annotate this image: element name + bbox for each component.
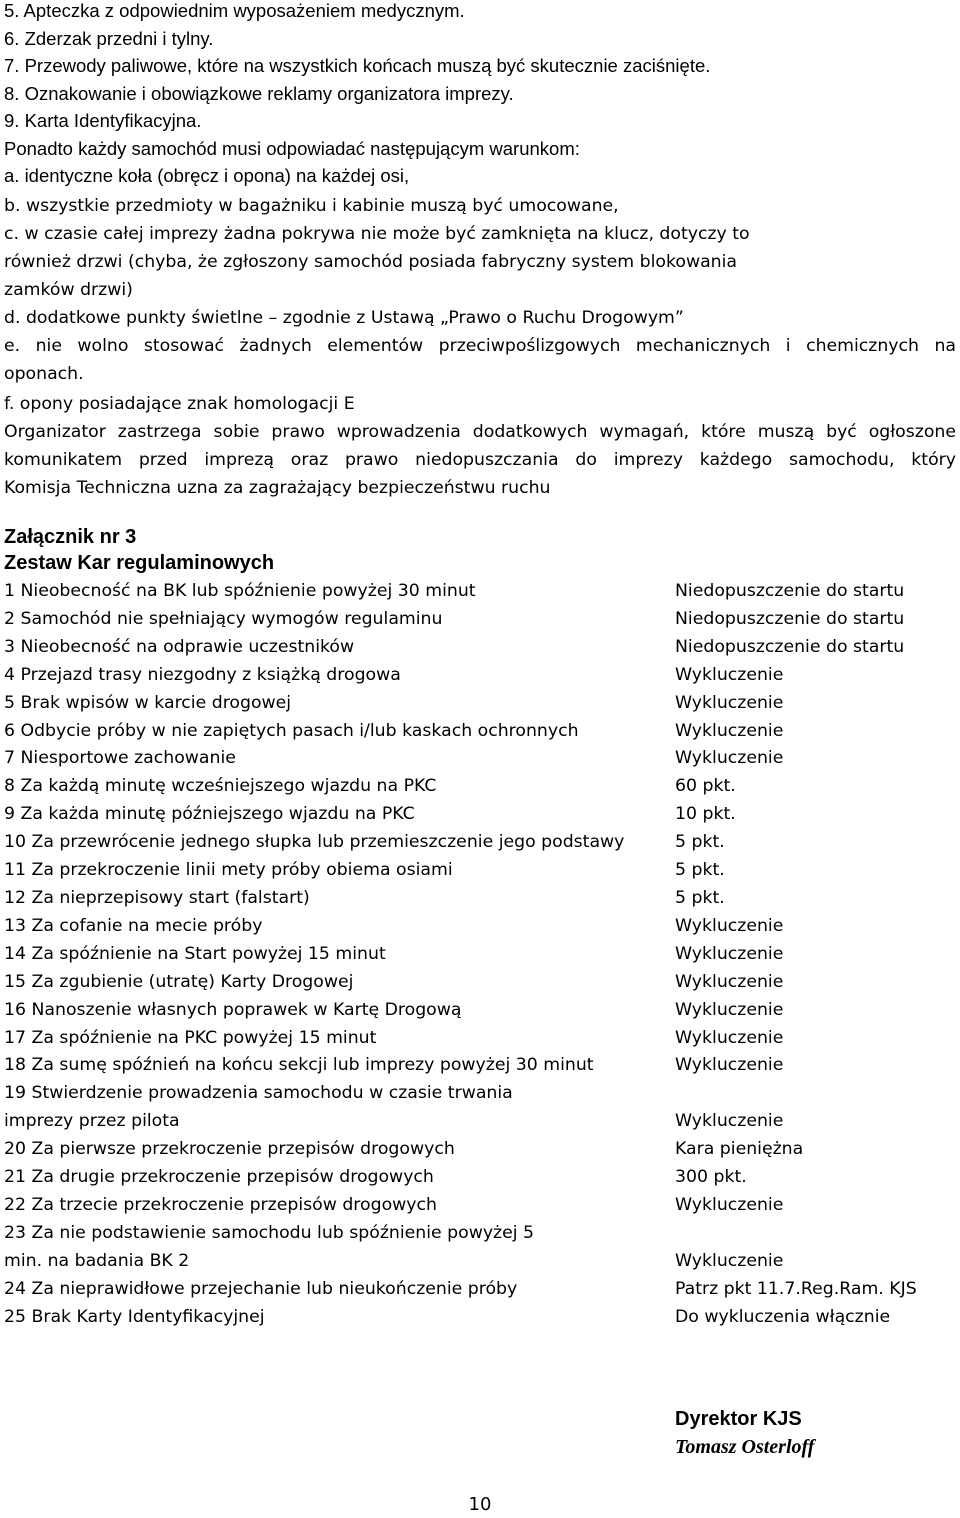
requirement-c-line2: również drzwi (chyba, że zgłoszony samochód posiada fabryczny system blokowania <box>4 252 738 272</box>
penalty-description: 2 Samochód nie spełniający wymogów regulaminu <box>4 608 443 629</box>
penalty-description: 18 Za sumę spóźnień na końcu sekcji lub imprezy powyżej 30 minut <box>4 1055 594 1076</box>
penalty-value: Wykluczenie <box>675 692 784 713</box>
requirement-b: b. wszystkie przedmioty w bagażniku i kabinie muszą być umocowane, <box>4 196 619 216</box>
penalty-description: 9 Za każda minutę późniejszego wjazdu na PKC <box>4 804 415 825</box>
penalty-value: Wykluczenie <box>675 1250 784 1271</box>
table-row <box>4 1108 956 1136</box>
requirement-d: d. dodatkowe punkty świetlne – zgodnie z Ustawą „Prawo o Ruchu Drogowym” <box>4 308 684 328</box>
penalty-description: 16 Nanoszenie własnych poprawek w Kartę Drogową <box>4 999 462 1020</box>
penalty-value: 5 pkt. <box>675 887 725 908</box>
penalty-value: Wykluczenie <box>675 943 784 964</box>
requirement-c-line1: c. w czasie całej imprezy żadna pokrywa nie może być zamknięta na klucz, dotyczy to <box>4 224 750 244</box>
table-row <box>4 1080 956 1108</box>
penalty-description: 10 Za przewrócenie jednego słupka lub przemieszczenie jego podstawy <box>4 832 625 853</box>
table-row <box>4 745 956 773</box>
penalty-description: 25 Brak Karty Identyfikacyjnej <box>4 1306 265 1327</box>
penalty-description: 1 Nieobecność na BK lub spóźnienie powyżej 30 minut <box>4 581 476 601</box>
table-row <box>4 1164 956 1192</box>
table-row <box>4 1248 956 1276</box>
requirements-intro: Ponadto każdy samochód musi odpowiadać następującym warunkom: <box>4 137 580 159</box>
penalty-value: Niedopuszczenie do startu <box>675 581 905 601</box>
penalty-value: Niedopuszczenie do startu <box>675 636 905 657</box>
penalty-value: Wykluczenie <box>675 999 784 1020</box>
table-row <box>4 1052 956 1080</box>
annex-title: Załącznik nr 3 <box>4 526 137 548</box>
penalty-value: Kara pieniężna <box>675 1139 804 1160</box>
penalty-value: 5 pkt. <box>675 860 725 881</box>
penalty-value: 60 pkt. <box>675 776 736 797</box>
penalty-description: 11 Za przekroczenie linii mety próby obiema osiami <box>4 860 453 881</box>
penalty-description: 22 Za trzecie przekroczenie przepisów drogowych <box>4 1194 437 1215</box>
table-row <box>4 885 956 913</box>
penalty-value: Wykluczenie <box>675 915 784 936</box>
table-row <box>4 606 956 634</box>
penalty-value: Wykluczenie <box>675 748 784 769</box>
penalty-value <box>675 1080 956 1108</box>
table-row <box>4 690 956 718</box>
penalty-description: imprezy przez pilota <box>4 1111 180 1132</box>
requirement-e-line2: oponach. <box>4 364 84 384</box>
penalty-description: 19 Stwierdzenie prowadzenia samochodu w czasie trwania <box>4 1083 513 1104</box>
table-row <box>4 1220 956 1248</box>
penalty-description: 17 Za spóźnienie na PKC powyżej 15 minut <box>4 1027 377 1048</box>
penalty-value: 300 pkt. <box>675 1167 747 1188</box>
penalty-description: 15 Za zgubienie (utratę) Karty Drogowej <box>4 971 354 992</box>
organizer-note-line3: Komisja Techniczna uzna za zagrażający bezpieczeństwu ruchu <box>4 478 551 498</box>
requirement-c-line3: zamków drzwi) <box>4 280 133 300</box>
table-row <box>4 662 956 690</box>
table-row <box>4 913 956 941</box>
signature-title: Dyrektor KJS <box>675 1408 802 1430</box>
penalty-description: 12 Za nieprzepisowy start (falstart) <box>4 887 310 908</box>
penalty-value: 5 pkt. <box>675 832 725 853</box>
table-row <box>4 801 956 829</box>
table-row <box>4 1192 956 1220</box>
list-item: 5. Apteczka z odpowiednim wyposażeniem medycznym. <box>4 0 465 21</box>
table-row <box>4 773 956 801</box>
penalties-table <box>4 578 956 1331</box>
table-row <box>4 1276 956 1304</box>
list-item: 8. Oznakowanie i obowiązkowe reklamy organizatora imprezy. <box>4 82 514 104</box>
table-row <box>4 969 956 997</box>
penalty-value: Patrz pkt 11.7.Reg.Ram. KJS <box>675 1278 917 1299</box>
penalty-value: Wykluczenie <box>675 720 784 741</box>
penalty-value: Wykluczenie <box>675 1027 784 1048</box>
list-item: 6. Zderzak przedni i tylny. <box>4 27 214 49</box>
organizer-note-line2: komunikatem przed imprezą oraz prawo niedopuszczania do imprezy każdego samochodu, który <box>4 450 956 470</box>
table-row <box>4 829 956 857</box>
penalty-description: 6 Odbycie próby w nie zapiętych pasach i/lub kaskach ochronnych <box>4 720 579 741</box>
penalty-value: Wykluczenie <box>675 1055 784 1076</box>
penalty-description: 20 Za pierwsze przekroczenie przepisów drogowych <box>4 1139 455 1160</box>
penalty-value: Do wykluczenia włącznie <box>675 1306 891 1327</box>
penalty-description: 4 Przejazd trasy niezgodny z książką drogowa <box>4 664 401 685</box>
penalty-value: Wykluczenie <box>675 971 784 992</box>
penalty-description: 7 Niesportowe zachowanie <box>4 748 236 769</box>
table-row <box>4 578 956 606</box>
penalty-description: 21 Za drugie przekroczenie przepisów drogowych <box>4 1167 434 1188</box>
penalty-description: 24 Za nieprawidłowe przejechanie lub nieukończenie próby <box>4 1278 518 1299</box>
penalty-value <box>675 1220 956 1248</box>
equipment-list <box>4 0 710 190</box>
penalty-value: Wykluczenie <box>675 1111 784 1132</box>
penalty-value: Wykluczenie <box>675 664 784 685</box>
penalty-description: 5 Brak wpisów w karcie drogowej <box>4 692 292 713</box>
table-row <box>4 718 956 746</box>
table-row <box>4 941 956 969</box>
organizer-note-line1: Organizator zastrzega sobie prawo wprowadzenia dodatkowych wymagań, które muszą być ogłoszone <box>4 422 956 442</box>
table-row <box>4 997 956 1025</box>
penalty-value: Niedopuszczenie do startu <box>675 608 905 629</box>
page-number: 10 <box>468 1494 492 1515</box>
penalty-description: 3 Nieobecność na odprawie uczestników <box>4 636 355 657</box>
signature-name: Tomasz Osterloff <box>675 1436 815 1458</box>
penalty-description: 8 Za każdą minutę wcześniejszego wjazdu na PKC <box>4 776 437 797</box>
requirement-e-line1: e. nie wolno stosować żadnych elementów przeciwpoślizgowych mechanicznych i chemicznych na <box>4 336 956 356</box>
requirements-list <box>4 192 956 502</box>
penalty-description: min. na badania BK 2 <box>4 1250 190 1271</box>
penalty-description: 14 Za spóźnienie na Start powyżej 15 minut <box>4 943 386 964</box>
list-item: 7. Przewody paliwowe, które na wszystkich końcach muszą być skutecznie zaciśnięte. <box>4 55 711 76</box>
requirement-f: f. opony posiadające znak homologacji E <box>4 394 355 414</box>
table-row <box>4 857 956 885</box>
penalty-description: 13 Za cofanie na mecie próby <box>4 915 263 936</box>
annex-subtitle: Zestaw Kar regulaminowych <box>4 552 275 574</box>
penalty-value: Wykluczenie <box>675 1194 784 1215</box>
penalty-value: 10 pkt. <box>675 804 736 825</box>
list-item: 9. Karta Identyfikacyjna. <box>4 110 202 131</box>
requirement-a: a. identyczne koła (obręcz i opona) na każdej osi, <box>4 165 410 186</box>
table-row <box>4 1136 956 1164</box>
table-row <box>4 1304 956 1332</box>
annex-heading <box>4 524 274 576</box>
table-row <box>4 634 956 662</box>
table-row <box>4 1025 956 1053</box>
penalty-description: 23 Za nie podstawienie samochodu lub spóźnienie powyżej 5 <box>4 1222 535 1243</box>
